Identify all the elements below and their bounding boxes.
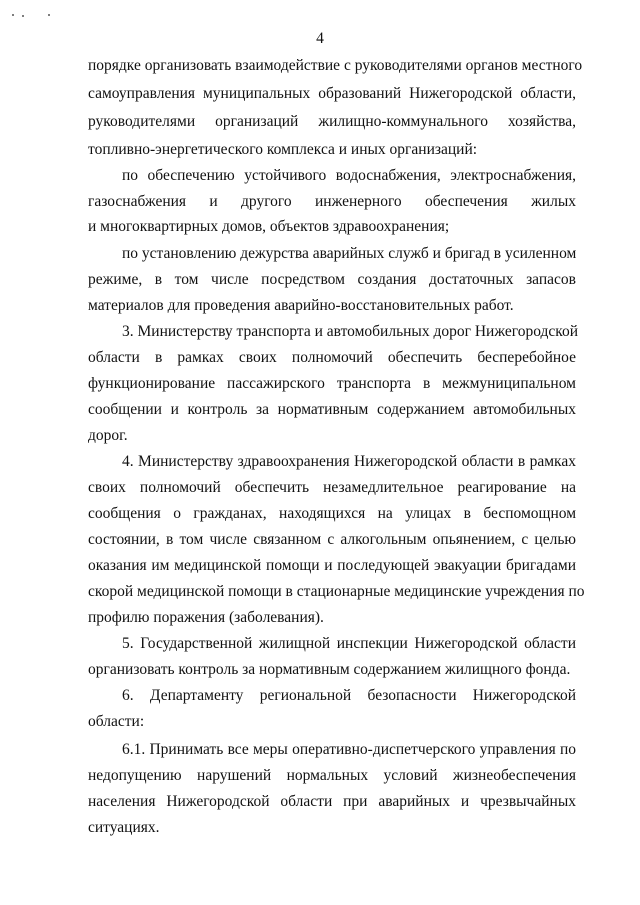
text-line: руководителями организаций жилищно-коммунального хозяйства, [88, 113, 576, 130]
text-line: скорой медицинской помощи в стационарные медицинские учреждения по [88, 583, 585, 600]
text-line: порядке организовать взаимодействие с руководителями органов местного [88, 57, 583, 74]
text-line: газоснабжения и другого инженерного обеспечения жилых [88, 193, 576, 210]
text-line: самоуправления муниципальных образований Нижегородской области, [88, 85, 576, 102]
text-line: недопущению нарушений нормальных условий жизнеобеспечения [88, 767, 576, 784]
text-line: 6. Департаменту региональной безопасности Нижегородской [122, 687, 576, 704]
text-line: 6.1. Принимать все меры оперативно-диспетчерского управления по [122, 741, 576, 758]
text-line: ситуациях. [88, 819, 160, 836]
text-line: 5. Государственной жилищной инспекции Нижегородской области [122, 635, 576, 652]
text-line: по установлению дежурства аварийных служб и бригад в усиленном [122, 245, 577, 262]
scan-speck [12, 14, 14, 16]
text-line: функционирование пассажирского транспорта в межмуниципальном [88, 375, 576, 392]
page-number: 4 [316, 30, 324, 47]
text-line: топливно-энергетического комплекса и иных организаций: [88, 141, 478, 158]
text-line: и многоквартирных домов, объектов здравоохранения; [88, 218, 450, 235]
text-line: сообщения о гражданах, находящихся на улицах в беспомощном [88, 505, 576, 522]
text-line: состоянии, в том числе связанном с алкогольным опьянением, с целью [88, 531, 576, 548]
text-line: своих полномочий обеспечить незамедлительное реагирование на [88, 479, 576, 496]
text-line: 3. Министерству транспорта и автомобильных дорог Нижегородской [122, 323, 579, 340]
text-line: области в рамках своих полномочий обеспечить бесперебойное [88, 349, 576, 366]
text-line: организовать контроль за нормативным содержанием жилищного фонда. [88, 661, 571, 678]
text-line: дорог. [88, 427, 128, 444]
scan-speck [22, 15, 24, 17]
text-line: оказания им медицинской помощи и последующей эвакуации бригадами [88, 557, 576, 574]
text-line: сообщении и контроль за нормативным содержанием автомобильных [88, 401, 576, 418]
text-line: населения Нижегородской области при аварийных и чрезвычайных [88, 793, 576, 810]
text-line: материалов для проведения аварийно-восстановительных работ. [88, 297, 514, 314]
text-line: по обеспечению устойчивого водоснабжения, электроснабжения, [122, 167, 576, 184]
text-line: 4. Министерству здравоохранения Нижегородской области в рамках [122, 453, 576, 470]
text-line: режиме, в том числе посредством создания достаточных запасов [88, 271, 576, 288]
scan-speck [48, 14, 50, 16]
text-line: профилю поражения (заболевания). [88, 609, 324, 626]
text-line: области: [88, 713, 145, 730]
